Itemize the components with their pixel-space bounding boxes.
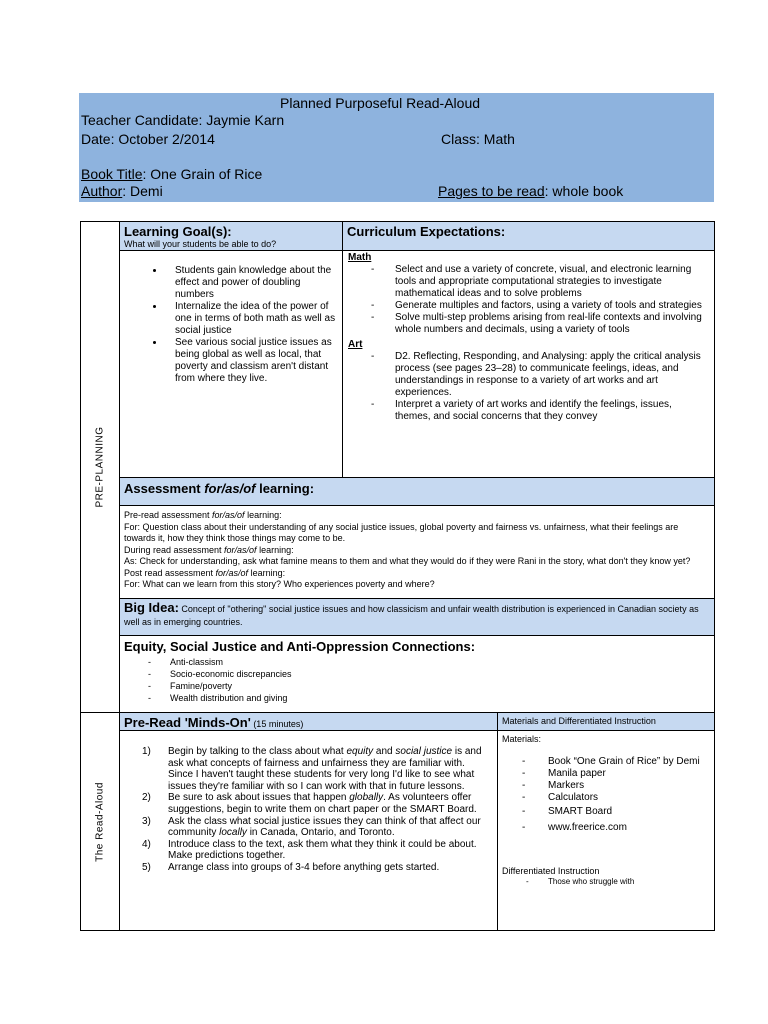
pre-planning-label: PRE-PLANNING [94, 426, 106, 508]
list-item: - Those who struggle with [502, 876, 708, 887]
art-label: Art [348, 339, 363, 350]
list-item: 3) Ask the class what social justice issues they can think of that affect our community locally in Canada, Ontario, and Toronto. [142, 815, 481, 839]
pre-read-header [120, 713, 498, 731]
big-idea-label: Big Idea: [124, 600, 179, 615]
lesson-plan-table [80, 221, 715, 931]
equity-heading: Equity, Social Justice and Anti-Oppression Connections: [124, 639, 476, 654]
big-idea-text: Big Idea: Concept of "othering" social justice issues and how classicism and unfair wealth distribution is experienced in Canadian society as well as in emerging countries. [124, 600, 699, 627]
post-read-assessment-label: Post read assessment for/as/of learning: [124, 567, 286, 578]
list-item: - Select and use a variety of concrete, visual, and electronic learning tools and appropriate computational strategies to investigate mathematical ideas and to solve problems [348, 264, 706, 300]
list-item: - www.freerice.com [502, 820, 708, 836]
read-aloud-side [81, 713, 120, 931]
list-item: - D2. Reflecting, Responding, and Analysing: apply the critical analysis process (see pages 23–28) to communicate feelings, ideas, and understandings in response to a variety of art works and art experiences. [348, 351, 706, 399]
list-item: 2) Be sure to ask about issues that happen globally. As volunteers offer suggestions, begin to write them on chart paper or the SMART Board. [142, 792, 477, 815]
lesson-header [79, 93, 714, 202]
teacher-candidate: Teacher Candidate: Jaymie Karn [81, 112, 285, 128]
post-read-assessment-text: For: What can we learn from this story? Who experiences poverty and where? [124, 579, 435, 589]
learning-goals-cell [120, 251, 343, 478]
list-item: - SMART Board [502, 804, 708, 820]
pre-read-assessment-text: For: Question class about their understanding of any social justice issues, global poverty and fairness vs. unfairness, what their feelings are towards it, how they think those things may come to be. [124, 521, 679, 543]
curriculum-heading: Curriculum Expectations: [347, 224, 506, 239]
assessment-heading: Assessment for/as/of learning: [124, 481, 315, 496]
list-item: - Generate multiples and factors, using a variety of tools and strategies [348, 300, 706, 312]
list-item: - Interpret a variety of art works and identify the feelings, issues, themes, and social concerns that they convey [348, 399, 706, 423]
list-item: - Calculators [502, 792, 708, 804]
materials-heading: Materials and Differentiated Instruction [502, 716, 656, 726]
book-title: Book Title: One Grain of Rice [81, 166, 263, 182]
learning-goal-subheading: What will your students be able to do? [124, 239, 277, 249]
curriculum-cell [343, 251, 715, 478]
materials-list [502, 756, 708, 836]
differentiated-instruction-label: Differentiated Instruction [502, 866, 600, 876]
assessment-header [120, 478, 715, 506]
pages-to-read: Pages to be read: whole book [438, 183, 624, 199]
materials-cell [498, 731, 715, 931]
list-item: - Solve multi-step problems arising from real-life contexts and involving whole numbers and decimals, using a variety of tools [348, 312, 706, 336]
list-item: 5) Arrange class into groups of 3-4 before anything gets started. [142, 861, 440, 873]
list-item: 1) Begin by talking to the class about what equity and social justice is and ask what concepts of fairness and unfairness they are familiar with. Since I haven't taught these students for very long I'd like to see what issues they're familiar with so I can work with that in future lessons. [142, 746, 482, 792]
book-author: Author: Demi [81, 183, 163, 199]
page-title: Planned Purposeful Read-Aloud [280, 95, 481, 111]
materials-label: Materials: [502, 734, 542, 744]
list-item: - Markers [502, 780, 708, 792]
pre-planning-side [81, 222, 120, 713]
pre-read-heading: Pre-Read 'Minds-On' (15 minutes) [124, 715, 304, 730]
during-read-assessment-label: During read assessment for/as/of learning: [124, 544, 294, 555]
lesson-date: Date: October 2/2014 [81, 131, 215, 147]
curriculum-header [343, 222, 715, 251]
list-item: - Famine/poverty [124, 680, 709, 692]
materials-header [498, 713, 715, 731]
learning-goal-header [120, 222, 343, 251]
big-idea-cell [120, 599, 715, 636]
list-item: 4) Introduce class to the text, ask them what they think it could be about. Make predictions together. [142, 838, 477, 862]
list-item: - Anti-classism [124, 656, 709, 668]
assessment-cell [120, 506, 715, 599]
list-item: • See various social justice issues as being global as well as local, that poverty and classism aren't distant from where they live. [165, 337, 336, 385]
list-item: - Socio-economic discrepancies [124, 668, 709, 680]
list-item: • Internalize the idea of the power of one in terms of both math as well as social justice [165, 301, 336, 337]
equity-cell [120, 636, 715, 713]
list-item: - Book “One Grain of Rice” by Demi [502, 756, 708, 768]
pre-read-assessment-label: Pre-read assessment for/as/of learning: [124, 510, 282, 520]
during-read-assessment-text: As: Check for understanding, ask what famine means to them and what they would do if they were Rani in the story, what don't they know yet? [124, 556, 691, 566]
list-item: - Wealth distribution and giving [124, 692, 709, 704]
list-item: - Manila paper [502, 768, 708, 780]
math-label: Math [348, 252, 372, 263]
list-item: • Students gain knowledge about the effect and power of doubling numbers [165, 265, 336, 301]
learning-goals-list [120, 265, 336, 385]
lesson-class: Class: Math [441, 131, 515, 147]
learning-goal-heading: Learning Goal(s): [124, 224, 232, 239]
read-aloud-label: The Read-Aloud [94, 781, 106, 862]
pre-read-steps-cell [120, 731, 498, 931]
